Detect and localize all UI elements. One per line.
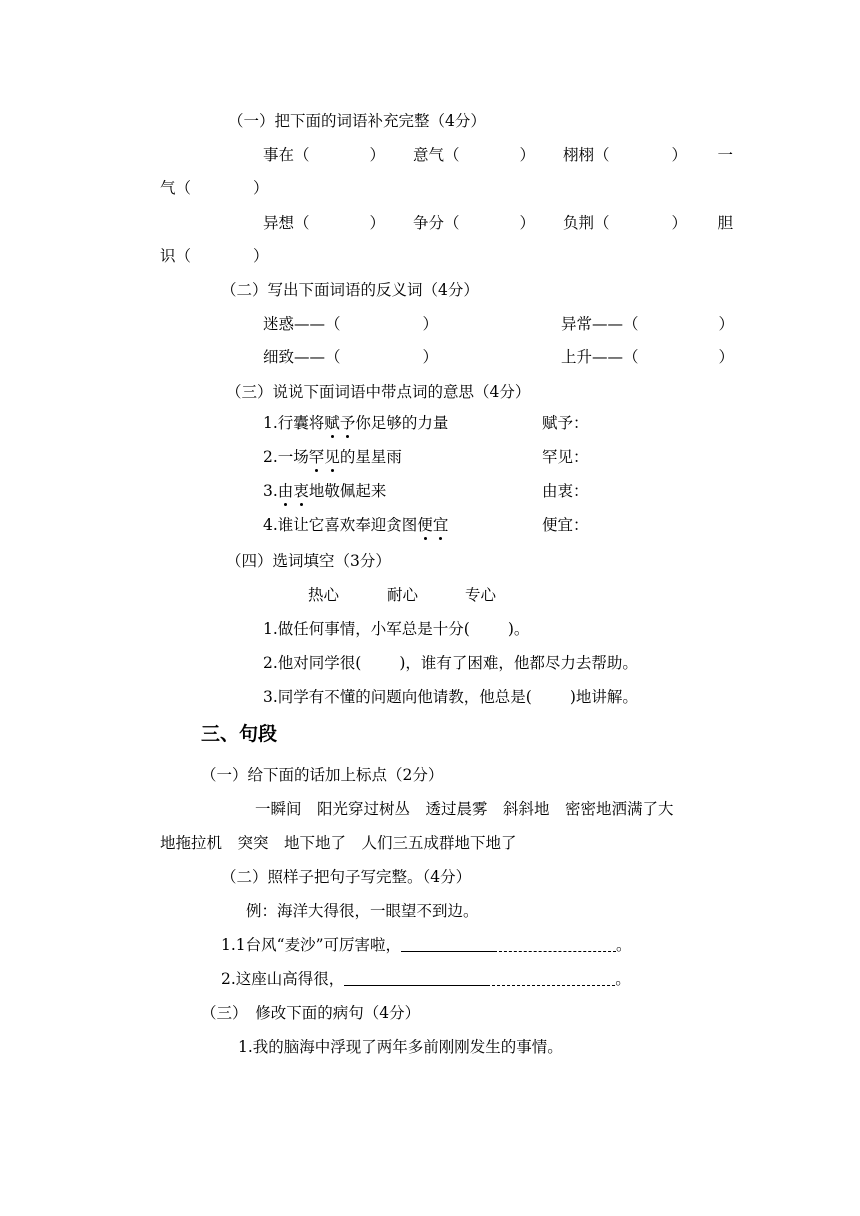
answer-blank-2a[interactable] xyxy=(344,985,487,986)
antonym-row-2: 细致——（ ） 上升——（ ） xyxy=(263,348,735,366)
punct-title: （一）给下面的话加上标点（2分） xyxy=(201,766,444,784)
fill-row-1: 事在（ ） 意气（ ） 栩栩（ ） 一 xyxy=(263,146,733,164)
example-title: （二）照样子把句子写完整。（4分） xyxy=(221,868,472,886)
section-1-title: （一）把下面的词语补充完整（4分） xyxy=(228,112,486,130)
meaning-answer-1: 赋予： xyxy=(542,414,589,432)
fill-row-2: 异想（ ） 争分（ ） 负荆（ ） 胆 xyxy=(263,214,733,232)
meaning-answer-4: 便宜： xyxy=(542,516,589,534)
meaning-item-1: 1.行囊将赋予你足够的力量 xyxy=(263,414,449,432)
meaning-item-2: 2.一场罕见的星星雨 xyxy=(263,448,402,466)
meaning-item-3: 3.由衷地敬佩起来 xyxy=(263,482,387,500)
part-3-heading: 三、句段 xyxy=(201,723,278,745)
example-sentence: 例：海洋大得很，一眼望不到边。 xyxy=(246,902,479,920)
word-option-2: 耐心 xyxy=(387,586,419,604)
fill-row-2-wrap: 识（ ） xyxy=(160,247,269,265)
fill-question-3: 3.同学有不懂的问题向他请教，他总是( )地讲解。 xyxy=(263,688,638,706)
meaning-answer-3: 由衷： xyxy=(542,482,589,500)
correction-question-1: 1.我的脑海中浮现了两年多前刚刚发生的事情。 xyxy=(238,1038,563,1056)
word-option-1: 热心 xyxy=(308,586,340,604)
section-3-title: （三）说说下面词语中带点词的意思（4分） xyxy=(226,383,531,401)
answer-blank-1a[interactable] xyxy=(401,951,494,952)
fill-row-1-wrap: 气（ ） xyxy=(160,179,269,197)
section-4-title: （四）选词填空（3分） xyxy=(226,552,391,570)
word-option-3: 专心 xyxy=(465,586,497,604)
fill-question-2: 2.他对同学很( )，谁有了困难，他都尽力去帮助。 xyxy=(263,654,638,672)
section-2-title: （二）写出下面词语的反义词（4分） xyxy=(221,281,479,299)
answer-blank-2b[interactable] xyxy=(487,985,615,986)
meaning-item-4: 4.谁让它喜欢奉迎贪图便宜 xyxy=(263,516,449,534)
antonym-row-1: 迷惑——（ ） 异常——（ ） xyxy=(263,315,735,333)
punct-line-1: 一瞬间 阳光穿过树丛 透过晨雾 斜斜地 密密地洒满了大 xyxy=(255,800,674,818)
punct-line-2: 地拖拉机 突突 地下地了 人们三五成群地下地了 xyxy=(160,834,517,852)
meaning-answer-2: 罕见： xyxy=(542,448,589,466)
complete-question-2: 2.这座山高得很， 。 xyxy=(221,970,631,988)
correction-title: （三） 修改下面的病句（4分） xyxy=(201,1004,421,1022)
answer-blank-1b[interactable] xyxy=(494,951,616,952)
complete-question-1: 1.1台风“麦沙”可厉害啦， 。 xyxy=(221,936,632,954)
fill-question-1: 1.做任何事情，小军总是十分( )。 xyxy=(263,620,530,638)
